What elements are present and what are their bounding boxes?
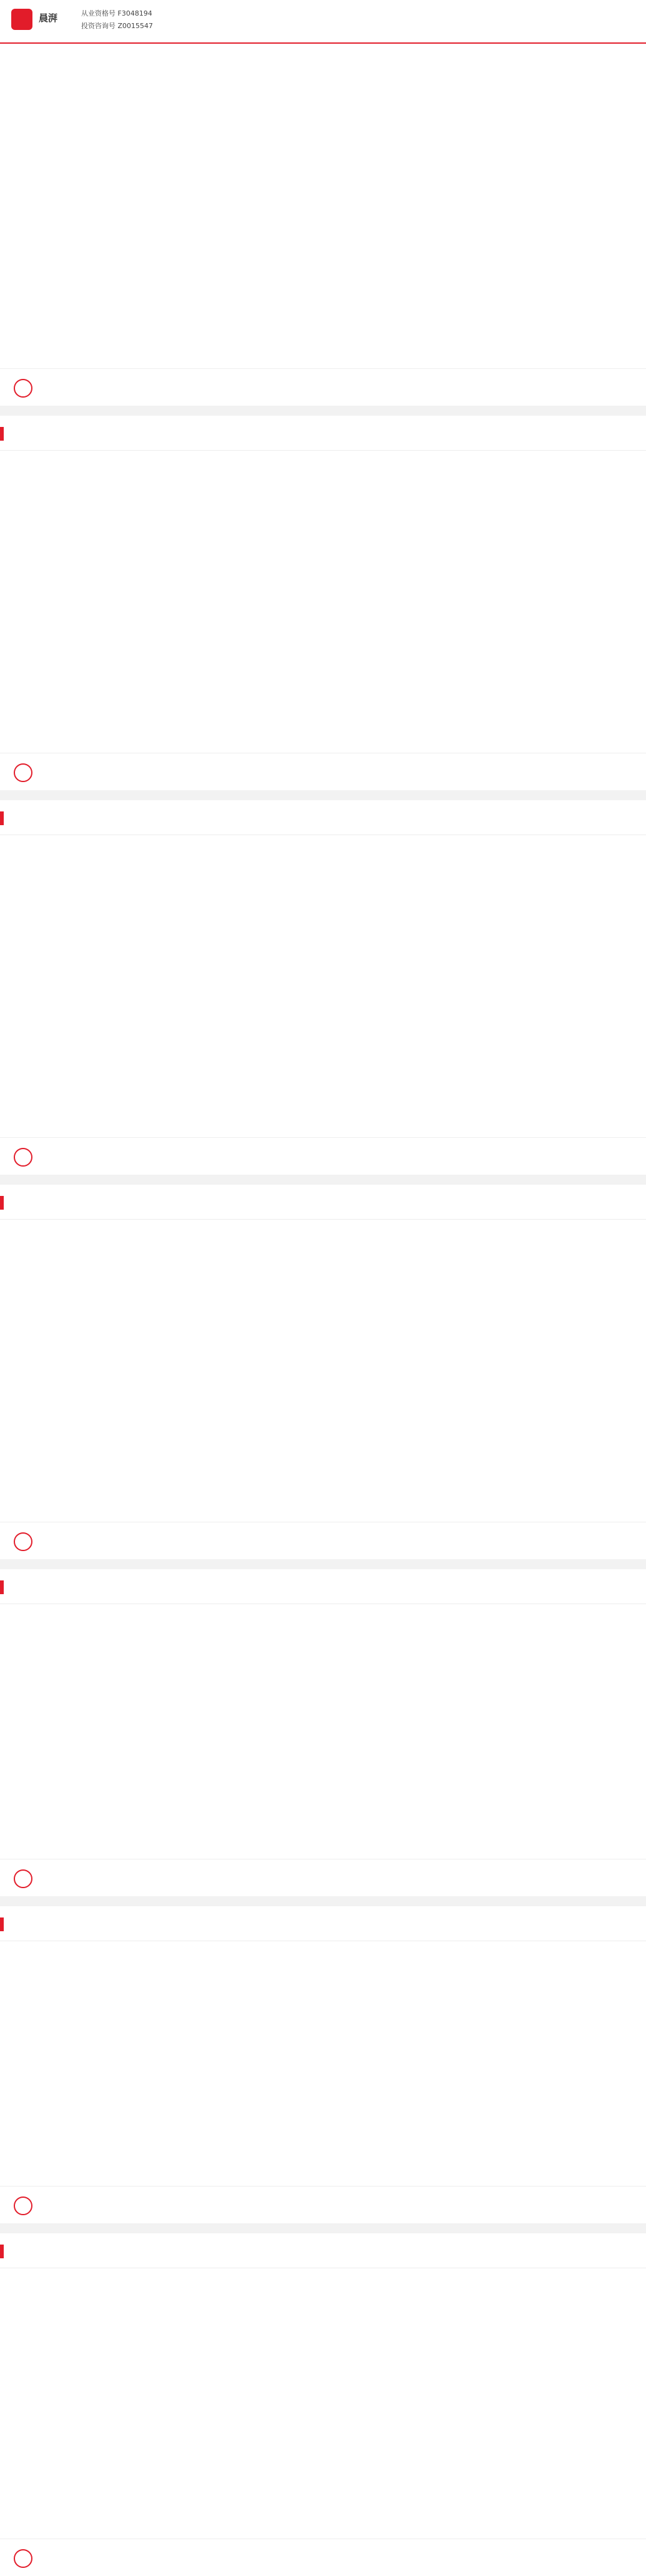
section-4 xyxy=(0,1569,646,1896)
section-3 xyxy=(0,1185,646,1559)
footer-logo xyxy=(14,1148,32,1167)
section-footer xyxy=(0,1859,646,1896)
cover-header xyxy=(0,0,646,44)
page-gap xyxy=(0,790,646,800)
footer-logo xyxy=(14,1869,32,1888)
footer-logo xyxy=(14,2196,32,2215)
section-footer xyxy=(0,2186,646,2223)
section-marker xyxy=(0,1917,4,1931)
section-1 xyxy=(0,416,646,790)
footer-logo xyxy=(14,2549,32,2568)
consult-number: 投资咨询号 Z0015547 xyxy=(81,22,154,30)
brand-name: 晨湃 xyxy=(39,12,58,24)
section-marker xyxy=(0,1196,4,1210)
footer-logo xyxy=(14,1532,32,1551)
section-header xyxy=(0,2233,646,2268)
cover-data-tables xyxy=(25,94,621,368)
page-gap xyxy=(0,1175,646,1185)
analyst-qualifications xyxy=(81,7,153,32)
section-header xyxy=(0,1569,646,1604)
page-gap xyxy=(0,406,646,416)
section-marker xyxy=(0,811,4,825)
page-gap xyxy=(0,1559,646,1569)
page-gap xyxy=(0,1896,646,1906)
section-marker xyxy=(0,2245,4,2258)
practice-number: 从业资格号 F3048194 xyxy=(81,9,152,17)
section-6 xyxy=(0,2233,646,2576)
section-2 xyxy=(0,800,646,1175)
section-footer xyxy=(0,2539,646,2576)
section-header xyxy=(0,1185,646,1220)
section-footer xyxy=(0,1522,646,1559)
footer-logo xyxy=(14,379,32,398)
summary-box xyxy=(25,51,621,89)
cover-page xyxy=(0,0,646,406)
footer-logo xyxy=(14,763,32,782)
cover-footer xyxy=(0,368,646,406)
page-gap xyxy=(0,2223,646,2233)
section-marker xyxy=(0,1580,4,1594)
section-marker xyxy=(0,427,4,441)
section-footer xyxy=(0,1137,646,1175)
section-5 xyxy=(0,1906,646,2223)
section-header xyxy=(0,800,646,835)
brand-logo xyxy=(11,9,32,30)
section-footer xyxy=(0,753,646,790)
section-header xyxy=(0,416,646,451)
section-header xyxy=(0,1906,646,1941)
